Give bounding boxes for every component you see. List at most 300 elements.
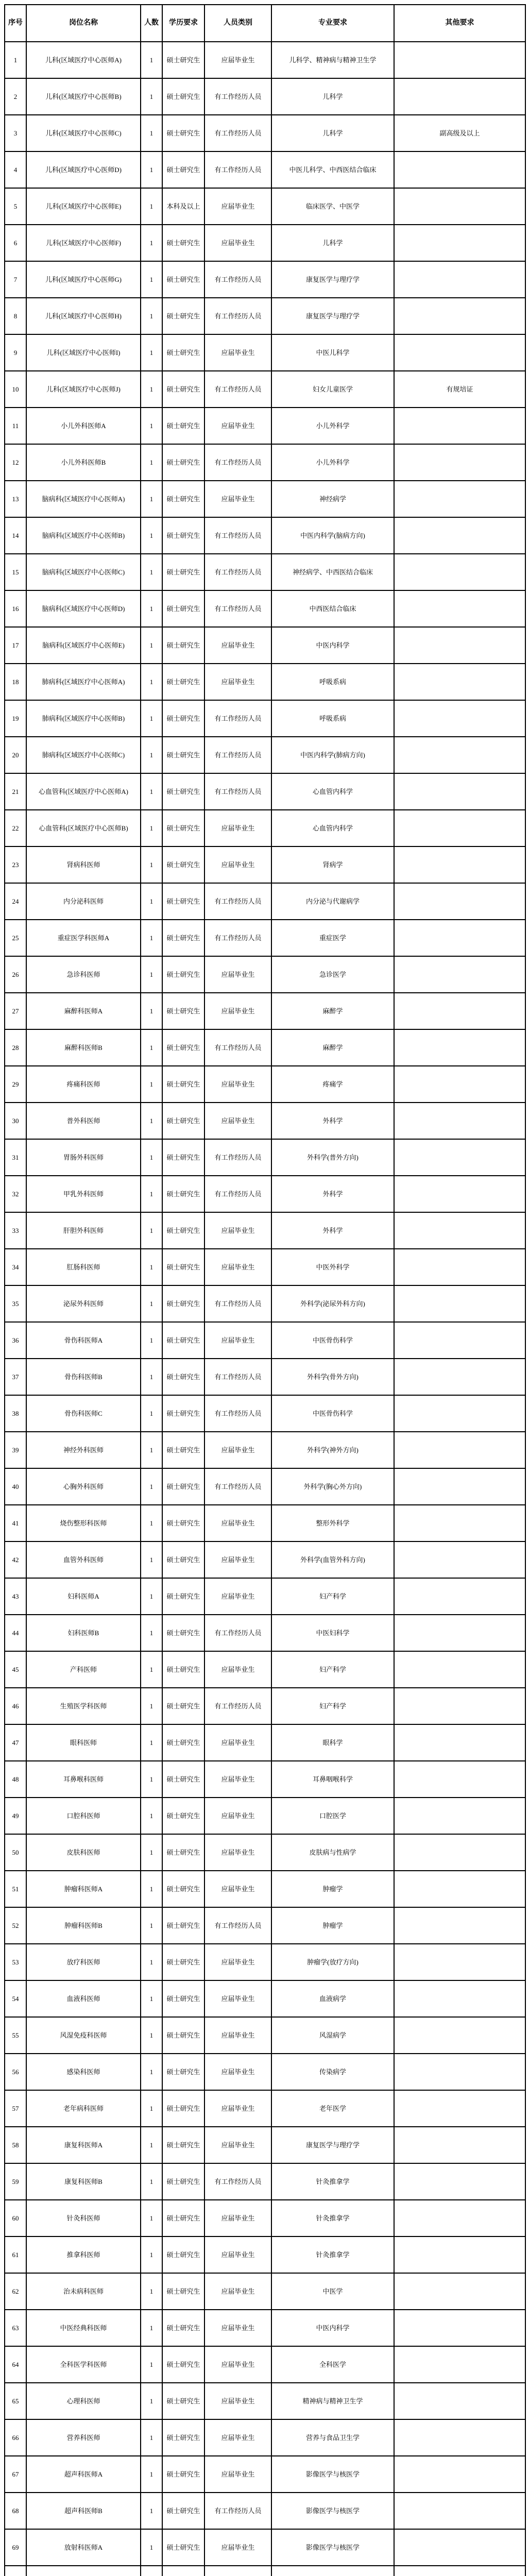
cell-category: 有工作经历人员 — [204, 920, 271, 956]
cell-other — [394, 2529, 525, 2566]
cell-count: 1 — [141, 810, 162, 846]
table-row — [5, 1761, 525, 1798]
cell-no: 46 — [5, 1688, 26, 1724]
cell-education: 硕士研究生 — [162, 1029, 204, 1066]
cell-major: 外科学 — [271, 1212, 394, 1249]
cell-position: 肛肠科医师 — [26, 1249, 141, 1285]
cell-education: 硕士研究生 — [162, 1139, 204, 1176]
cell-position: 血液科医师 — [26, 1980, 141, 2017]
cell-no: 33 — [5, 1212, 26, 1249]
cell-other — [394, 188, 525, 225]
cell-other — [394, 1139, 525, 1176]
cell-other — [394, 1212, 525, 1249]
table-row — [5, 1139, 525, 1176]
cell-no: 5 — [5, 188, 26, 225]
table-row — [5, 1029, 525, 1066]
cell-count: 1 — [141, 444, 162, 481]
cell-other — [394, 1322, 525, 1359]
cell-other — [394, 2054, 525, 2090]
cell-major: 妇女儿童医学 — [271, 371, 394, 408]
cell-position: 风湿免疫科医师 — [26, 2017, 141, 2054]
cell-category: 应届毕业生 — [204, 1249, 271, 1285]
cell-education: 硕士研究生 — [162, 334, 204, 371]
cell-education: 硕士研究生 — [162, 517, 204, 554]
cell-other: 副高级及以上 — [394, 115, 525, 151]
cell-count: 1 — [141, 956, 162, 993]
cell-count: 1 — [141, 2054, 162, 2090]
cell-position: 儿科(区域医疗中心医师G) — [26, 261, 141, 298]
table-row — [5, 2236, 525, 2273]
cell-no: 2 — [5, 78, 26, 115]
table-row — [5, 1103, 525, 1139]
cell-count: 1 — [141, 1468, 162, 1505]
cell-position: 生殖医学科医师 — [26, 1688, 141, 1724]
cell-education: 硕士研究生 — [162, 2529, 204, 2566]
cell-education: 硕士研究生 — [162, 664, 204, 700]
cell-no: 21 — [5, 773, 26, 810]
cell-count: 1 — [141, 1615, 162, 1651]
cell-education: 硕士研究生 — [162, 78, 204, 115]
cell-category: 应届毕业生 — [204, 956, 271, 993]
cell-category: 有工作经历人员 — [204, 1395, 271, 1432]
table-row — [5, 1724, 525, 1761]
cell-no: 6 — [5, 225, 26, 261]
cell-position: 儿科(区域医疗中心医师E) — [26, 188, 141, 225]
table-row — [5, 1359, 525, 1395]
cell-no: 10 — [5, 371, 26, 408]
cell-education: 硕士研究生 — [162, 1944, 204, 1980]
cell-count: 1 — [141, 2163, 162, 2200]
cell-no: 27 — [5, 993, 26, 1029]
cell-major: 外科学 — [271, 1176, 394, 1212]
cell-category: 应届毕业生 — [204, 1541, 271, 1578]
cell-education: 硕士研究生 — [162, 1724, 204, 1761]
cell-education: 硕士研究生 — [162, 1578, 204, 1615]
cell-no: 48 — [5, 1761, 26, 1798]
cell-education: 硕士研究生 — [162, 261, 204, 298]
cell-education: 硕士研究生 — [162, 1285, 204, 1322]
cell-count: 1 — [141, 2346, 162, 2383]
cell-count: 1 — [141, 1322, 162, 1359]
cell-no: 22 — [5, 810, 26, 846]
cell-position: 脑病科(区域医疗中心医师C) — [26, 554, 141, 590]
cell-no: 9 — [5, 334, 26, 371]
cell-position: 皮肤科医师 — [26, 1834, 141, 1871]
cell-category: 有工作经历人员 — [204, 1029, 271, 1066]
cell-category: 有工作经历人员 — [204, 1615, 271, 1651]
cell-education: 硕士研究生 — [162, 115, 204, 151]
cell-other — [394, 444, 525, 481]
cell-no: 26 — [5, 956, 26, 993]
cell-count: 1 — [141, 1359, 162, 1395]
cell-category: 应届毕业生 — [204, 2127, 271, 2163]
cell-position: 骨伤科医师C — [26, 1395, 141, 1432]
cell-category: 应届毕业生 — [204, 1944, 271, 1980]
cell-major: 外科学(神外方向) — [271, 1432, 394, 1468]
cell-major: 儿科学 — [271, 225, 394, 261]
cell-position: 内分泌科医师 — [26, 883, 141, 920]
cell-count: 1 — [141, 700, 162, 737]
cell-count: 1 — [141, 2200, 162, 2236]
cell-other — [394, 737, 525, 773]
table-row — [5, 993, 525, 1029]
cell-major: 中医学 — [271, 2273, 394, 2310]
cell-position: 儿科(区域医疗中心医师I) — [26, 334, 141, 371]
cell-education: 硕士研究生 — [162, 1615, 204, 1651]
cell-education: 硕士研究生 — [162, 1651, 204, 1688]
cell-other — [394, 2456, 525, 2493]
cell-other — [394, 1688, 525, 1724]
cell-category: 有工作经历人员 — [204, 151, 271, 188]
cell-education: 硕士研究生 — [162, 444, 204, 481]
cell-category: 有工作经历人员 — [204, 2163, 271, 2200]
cell-category: 应届毕业生 — [204, 1651, 271, 1688]
cell-category: 有工作经历人员 — [204, 115, 271, 151]
cell-position: 泌尿外科医师 — [26, 1285, 141, 1322]
recruitment-table — [4, 4, 526, 2576]
cell-category: 应届毕业生 — [204, 664, 271, 700]
cell-count: 1 — [141, 78, 162, 115]
table-row — [5, 883, 525, 920]
cell-major: 外科学 — [271, 1103, 394, 1139]
cell-education: 硕士研究生 — [162, 1176, 204, 1212]
cell-education: 硕士研究生 — [162, 408, 204, 444]
table-row — [5, 481, 525, 517]
cell-category: 应届毕业生 — [204, 2054, 271, 2090]
cell-education: 硕士研究生 — [162, 1066, 204, 1103]
cell-no: 51 — [5, 1871, 26, 1907]
cell-position: 神经外科医师 — [26, 1432, 141, 1468]
cell-education: 硕士研究生 — [162, 1541, 204, 1578]
cell-other — [394, 590, 525, 627]
cell-category: 应届毕业生 — [204, 1761, 271, 1798]
cell-other — [394, 920, 525, 956]
cell-count: 1 — [141, 2127, 162, 2163]
cell-position — [26, 2566, 141, 2576]
cell-no: 11 — [5, 408, 26, 444]
cell-education: 硕士研究生 — [162, 810, 204, 846]
cell-major: 中医骨伤科学 — [271, 1395, 394, 1432]
cell-other — [394, 1249, 525, 1285]
table-row — [5, 1615, 525, 1651]
cell-position: 心胸外科医师 — [26, 1468, 141, 1505]
cell-no: 25 — [5, 920, 26, 956]
cell-other — [394, 1395, 525, 1432]
cell-position: 儿科(区域医疗中心医师C) — [26, 115, 141, 151]
cell-education: 硕士研究生 — [162, 1468, 204, 1505]
cell-no: 59 — [5, 2163, 26, 2200]
cell-education: 硕士研究生 — [162, 1871, 204, 1907]
cell-category: 应届毕业生 — [204, 2200, 271, 2236]
cell-major: 精神病与精神卫生学 — [271, 2383, 394, 2419]
cell-other — [394, 773, 525, 810]
table-row — [5, 590, 525, 627]
cell-major: 妇产科学 — [271, 1688, 394, 1724]
cell-other — [394, 846, 525, 883]
table-row — [5, 2200, 525, 2236]
cell-major: 中医内科学 — [271, 2310, 394, 2346]
cell-other — [394, 1432, 525, 1468]
cell-position: 小儿外科医师B — [26, 444, 141, 481]
cell-category: 应届毕业生 — [204, 408, 271, 444]
cell-no: 20 — [5, 737, 26, 773]
cell-education: 硕士研究生 — [162, 1432, 204, 1468]
cell-no: 31 — [5, 1139, 26, 1176]
cell-position: 心血管科(区域医疗中心医师A) — [26, 773, 141, 810]
cell-category: 有工作经历人员 — [204, 1139, 271, 1176]
table-row — [5, 554, 525, 590]
header-row — [5, 5, 525, 42]
table-row — [5, 737, 525, 773]
cell-education: 硕士研究生 — [162, 1980, 204, 2017]
cell-major: 中医骨伤科学 — [271, 1322, 394, 1359]
table-row — [5, 1249, 525, 1285]
cell-count: 1 — [141, 2419, 162, 2456]
table-row — [5, 2017, 525, 2054]
cell-count: 1 — [141, 554, 162, 590]
cell-other — [394, 2346, 525, 2383]
cell-major: 急诊医学 — [271, 956, 394, 993]
cell-category: 应届毕业生 — [204, 1578, 271, 1615]
cell-count: 1 — [141, 1249, 162, 1285]
cell-position: 肺病科(区域医疗中心医师B) — [26, 700, 141, 737]
cell-major: 外科学(普外方向) — [271, 1139, 394, 1176]
table-row — [5, 1651, 525, 1688]
cell-major: 小儿外科学 — [271, 444, 394, 481]
cell-other — [394, 1176, 525, 1212]
header-count: 人数 — [141, 5, 162, 42]
table-row — [5, 1395, 525, 1432]
cell-education: 硕士研究生 — [162, 1688, 204, 1724]
cell-category: 有工作经历人员 — [204, 261, 271, 298]
cell-count: 1 — [141, 2383, 162, 2419]
table-row — [5, 188, 525, 225]
cell-education: 硕士研究生 — [162, 2090, 204, 2127]
table-row — [5, 1285, 525, 1322]
cell-no: 60 — [5, 2200, 26, 2236]
cell-education: 硕士研究生 — [162, 225, 204, 261]
cell-count: 1 — [141, 883, 162, 920]
cell-major: 肿瘤学(放疗方向) — [271, 1944, 394, 1980]
cell-category: 应届毕业生 — [204, 225, 271, 261]
table-row — [5, 1066, 525, 1103]
cell-count: 1 — [141, 1285, 162, 1322]
cell-no: 44 — [5, 1615, 26, 1651]
cell-category: 有工作经历人员 — [204, 2493, 271, 2529]
cell-major: 呼吸系病 — [271, 700, 394, 737]
cell-major: 皮肤病与性病学 — [271, 1834, 394, 1871]
cell-no: 35 — [5, 1285, 26, 1322]
cell-other — [394, 1834, 525, 1871]
table-row — [5, 2127, 525, 2163]
cell-category — [204, 2566, 271, 2576]
cell-position: 产科医师 — [26, 1651, 141, 1688]
cell-other — [394, 42, 525, 78]
table-row — [5, 2310, 525, 2346]
cell-education: 硕士研究生 — [162, 846, 204, 883]
cell-no: 62 — [5, 2273, 26, 2310]
cell-major: 中医内科学 — [271, 627, 394, 664]
cell-position: 脑病科(区域医疗中心医师A) — [26, 481, 141, 517]
cell-position: 骨伤科医师B — [26, 1359, 141, 1395]
table-row — [5, 1505, 525, 1541]
table-row — [5, 1541, 525, 1578]
cell-no: 23 — [5, 846, 26, 883]
cell-count: 1 — [141, 1980, 162, 2017]
cell-category: 有工作经历人员 — [204, 1176, 271, 1212]
cell-category: 应届毕业生 — [204, 2273, 271, 2310]
cell-other — [394, 1980, 525, 2017]
cell-category: 有工作经历人员 — [204, 590, 271, 627]
table-row — [5, 78, 525, 115]
cell-count: 1 — [141, 1541, 162, 1578]
cell-education: 硕士研究生 — [162, 2346, 204, 2383]
header-no: 序号 — [5, 5, 26, 42]
cell-position: 康复科医师A — [26, 2127, 141, 2163]
cell-count: 1 — [141, 2493, 162, 2529]
cell-count: 1 — [141, 2310, 162, 2346]
cell-major: 神经病学 — [271, 481, 394, 517]
cell-category: 应届毕业生 — [204, 2419, 271, 2456]
cell-education: 硕士研究生 — [162, 554, 204, 590]
cell-category: 有工作经历人员 — [204, 298, 271, 334]
table-row — [5, 1322, 525, 1359]
cell-no: 66 — [5, 2419, 26, 2456]
cell-position: 儿科(区域医疗中心医师F) — [26, 225, 141, 261]
cell-category: 应届毕业生 — [204, 846, 271, 883]
cell-category: 有工作经历人员 — [204, 444, 271, 481]
cell-position: 妇科医师B — [26, 1615, 141, 1651]
cell-education: 硕士研究生 — [162, 956, 204, 993]
cell-no: 63 — [5, 2310, 26, 2346]
cell-other — [394, 956, 525, 993]
cell-no: 54 — [5, 1980, 26, 2017]
cell-category: 应届毕业生 — [204, 810, 271, 846]
cell-major: 外科学(血管外科方向) — [271, 1541, 394, 1578]
cell-count: 1 — [141, 298, 162, 334]
cell-category: 有工作经历人员 — [204, 1907, 271, 1944]
cell-education: 硕士研究生 — [162, 1834, 204, 1871]
cell-other — [394, 2200, 525, 2236]
cell-major: 呼吸系病 — [271, 664, 394, 700]
cell-position: 眼科医师 — [26, 1724, 141, 1761]
cell-major: 康复医学与理疗学 — [271, 2127, 394, 2163]
cell-education: 硕士研究生 — [162, 2310, 204, 2346]
cell-other — [394, 1505, 525, 1541]
cell-no: 53 — [5, 1944, 26, 1980]
header-category: 人员类别 — [204, 5, 271, 42]
cell-other — [394, 1615, 525, 1651]
cell-count: 1 — [141, 627, 162, 664]
cell-education: 硕士研究生 — [162, 1798, 204, 1834]
cell-category: 应届毕业生 — [204, 1834, 271, 1871]
cell-education: 硕士研究生 — [162, 371, 204, 408]
table-row — [5, 1944, 525, 1980]
cell-category: 应届毕业生 — [204, 1212, 271, 1249]
cell-major: 影像医学与核医学 — [271, 2493, 394, 2529]
cell-no: 1 — [5, 42, 26, 78]
table-row — [5, 920, 525, 956]
cell-other — [394, 481, 525, 517]
table-row — [5, 444, 525, 481]
cell-other — [394, 627, 525, 664]
cell-education: 硕士研究生 — [162, 2127, 204, 2163]
cell-position: 麻醉科医师A — [26, 993, 141, 1029]
cell-other — [394, 517, 525, 554]
cell-category: 有工作经历人员 — [204, 554, 271, 590]
cell-category: 应届毕业生 — [204, 2456, 271, 2493]
cell-position: 儿科(区域医疗中心医师A) — [26, 42, 141, 78]
cell-other — [394, 554, 525, 590]
cell-no: 38 — [5, 1395, 26, 1432]
cell-no: 45 — [5, 1651, 26, 1688]
cell-no: 64 — [5, 2346, 26, 2383]
cell-count: 1 — [141, 2090, 162, 2127]
cell-count: 1 — [141, 1395, 162, 1432]
cell-position: 中医经典科医师 — [26, 2310, 141, 2346]
cell-no: 30 — [5, 1103, 26, 1139]
table-row — [5, 2383, 525, 2419]
cell-no: 18 — [5, 664, 26, 700]
cell-position: 肝胆外科医师 — [26, 1212, 141, 1249]
table-row — [5, 115, 525, 151]
cell-position: 脑病科(区域医疗中心医师D) — [26, 590, 141, 627]
cell-count: 1 — [141, 846, 162, 883]
cell-count: 1 — [141, 1029, 162, 1066]
cell-category: 应届毕业生 — [204, 1066, 271, 1103]
header-position: 岗位名称 — [26, 5, 141, 42]
cell-count: 1 — [141, 664, 162, 700]
cell-position: 儿科(区域医疗中心医师D) — [26, 151, 141, 188]
cell-position: 甲乳外科医师 — [26, 1176, 141, 1212]
cell-count: 1 — [141, 1944, 162, 1980]
cell-count: 1 — [141, 1578, 162, 1615]
cell-other — [394, 2127, 525, 2163]
cell-count: 1 — [141, 517, 162, 554]
cell-no: 43 — [5, 1578, 26, 1615]
cell-position: 烧伤整形科医师 — [26, 1505, 141, 1541]
table-row — [5, 1212, 525, 1249]
cell-no: 16 — [5, 590, 26, 627]
cell-no: 56 — [5, 2054, 26, 2090]
cell-education: 硕士研究生 — [162, 1761, 204, 1798]
cell-no: 12 — [5, 444, 26, 481]
cell-education: 硕士研究生 — [162, 1395, 204, 1432]
cell-count: 1 — [141, 151, 162, 188]
table-row — [5, 2493, 525, 2529]
cell-no: 55 — [5, 2017, 26, 2054]
cell-major: 影像医学与核医学 — [271, 2456, 394, 2493]
cell-other — [394, 993, 525, 1029]
cell-major: 针灸推拿学 — [271, 2200, 394, 2236]
cell-major: 影像医学与核医学 — [271, 2529, 394, 2566]
cell-education: 硕士研究生 — [162, 1212, 204, 1249]
cell-major: 妇产科学 — [271, 1651, 394, 1688]
cell-position: 推拿科医师 — [26, 2236, 141, 2273]
cell-no: 14 — [5, 517, 26, 554]
cell-category: 有工作经历人员 — [204, 1359, 271, 1395]
table-row — [5, 151, 525, 188]
cell-education: 硕士研究生 — [162, 481, 204, 517]
cell-count: 1 — [141, 1907, 162, 1944]
cell-no: 69 — [5, 2529, 26, 2566]
cell-education: 硕士研究生 — [162, 2419, 204, 2456]
cell-count: 1 — [141, 2236, 162, 2273]
cell-count: 1 — [141, 408, 162, 444]
cell-count: 1 — [141, 773, 162, 810]
cell-other — [394, 2310, 525, 2346]
cell-no: 40 — [5, 1468, 26, 1505]
